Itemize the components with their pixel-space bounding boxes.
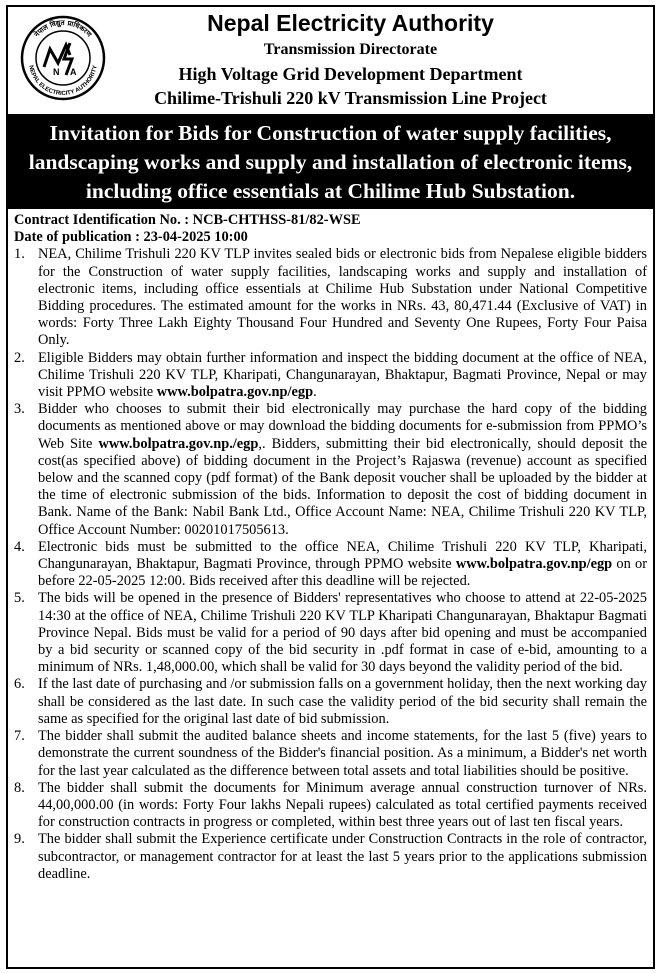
list-item: 5. The bids will be opened in the presence of Bidders' representatives who choose to attend at 22-05-2025 14:30 at the office of NEA, Chilime Trishuli 220 KV TLP Kharipati Changunarayan, Bhaktapur Bagmati Province Nepal. Bids must be valid for a period of 90 days after bid opening and must be accompanied by a bid security or scanned copy of the bid security in .pdf format in case of e-bid, amounting to a minimum of NRs. 1,48,000.00, which shall be valid for 30 days beyond the validity period of the bid.	[14, 590, 647, 676]
notice-body	[14, 212, 647, 883]
department-line: High Voltage Grid Development Department	[178, 64, 523, 84]
publication-date: Date of publication : 23-04-2025 10:00	[14, 229, 248, 246]
list-item: 3. Bidder who chooses to submit their bid electronically may purchase the hard copy of the bidding documents as mentioned above or may download the bidding documents for e-submission from PPMO’s Web Site www.bolpatra.gov.np./egp,. Bidders, submitting their bid electronically, should deposit the cost(as specified above) of bidding document in the Project’s Rajaswa (revenue) account as specified below and the scanned copy (pdf format) of the Bank deposit voucher shall be uploaded by the bidder at the time of electronic submission of the bids. Information to deposit the cost of bidding document in Bank. Name of the Bank: Nabil Bank Ltd., Office Account Name: NEA, Chilime Trishuli 220 KV TLP, Office Account Number: 00201017505613.	[14, 401, 647, 538]
website-link[interactable]: www.bolpatra.gov.np./egp	[98, 435, 259, 452]
notice-header	[8, 7, 653, 115]
contract-id: Contract Identification No. : NCB-CHTHSS-81/82-WSE	[14, 212, 361, 228]
list-item: 6. If the last date of purchasing and /or submission falls on a government holiday, then the next working day shall be considered as the last date. In such case the validity period of the bid security shall remain the same as specified for the original last date of bid submission.	[14, 676, 647, 727]
org-name: Nepal Electricity Authority	[207, 10, 494, 36]
list-item: 8. The bidder shall submit the documents for Minimum average annual construction turnover of NRs. 44,00,000.00 (in words: Forty Four lakhs Nepali rupees) calculated as total certified payments received for construction contracts in progress or completed, within best three years out of last ten fiscal years.	[14, 779, 647, 831]
list-item: 2. Eligible Bidders may obtain further information and inspect the bidding document at the office of NEA, Chilime Trishuli 220 KV TLP, Kharipati, Changunarayan, Bhaktapur, Bagmati Province, Nepal or may visit PPMO website www.bolpatra.gov.np/egp.	[14, 349, 647, 401]
list-item: 4. Electronic bids must be submitted to the office NEA, Chilime Trishuli 220 KV TLP, Kharipati, Changunarayan, Bhaktapur, Bagmati Province, through PPMO website www.bolpatra.gov.np/egp on or before 22-05-2025 12:00. Bids received after this deadline will be rejected.	[14, 538, 648, 590]
project-line: Chilime-Trishuli 220 kV Transmission Line Project	[154, 88, 547, 108]
list-item: 1. NEA, Chilime Trishuli 220 KV TLP invites sealed bids or electronic bids from Nepalese eligible bidders for the Construction of water supply facilities, landscaping works and supply and installation of electronic items, including office essentials at Chilime Hub Substation under National Competitive Bidding procedures. The estimated amount for the works in NRs. 43, 80,471.44 (Exclusive of VAT) in words: Forty Three Lakh Eighty Thousand Four Hundred and Seventy One Rupees, Forty Four Paisa Only.	[14, 246, 647, 349]
svg-text:NEPAL ELECTRICITY AUTHORITY: NEPAL ELECTRICITY AUTHORITY	[27, 64, 99, 98]
notice-page	[6, 5, 655, 969]
list-item: 9. The bidder shall submit the Experience certificate under Construction Contracts in the role of contractor, subcontractor, or management contractor for at least the last 5 years prior to the applications submission deadline.	[14, 831, 647, 882]
website-link[interactable]: www.bolpatra.gov.np/egp	[156, 384, 314, 401]
notice-title-banner: Invitation for Bids for Construction of water supply facilities, landscaping works and supply and installation of electronic items, including office essentials at Chilime Hub Substation.	[8, 114, 653, 209]
svg-text:A: A	[70, 67, 77, 77]
list-item: 7. The bidder shall submit the audited balance sheets and income statements, for the last 5 (five) years to demonstrate the current soundness of the Bidder's financial position. As a minimum, a Bidder's net worth for the last year calculated as the difference between total assets and total liabilities should be positive.	[14, 728, 647, 779]
website-link[interactable]: www.bolpatra.gov.np/egp	[455, 556, 613, 573]
svg-text:नेपाल विद्युत प्राधिकरण: नेपाल विद्युत प्राधिकरण	[32, 18, 94, 39]
svg-text:N: N	[53, 67, 60, 77]
notice-items	[14, 246, 647, 883]
directorate-line: Transmission Directorate	[263, 41, 438, 58]
